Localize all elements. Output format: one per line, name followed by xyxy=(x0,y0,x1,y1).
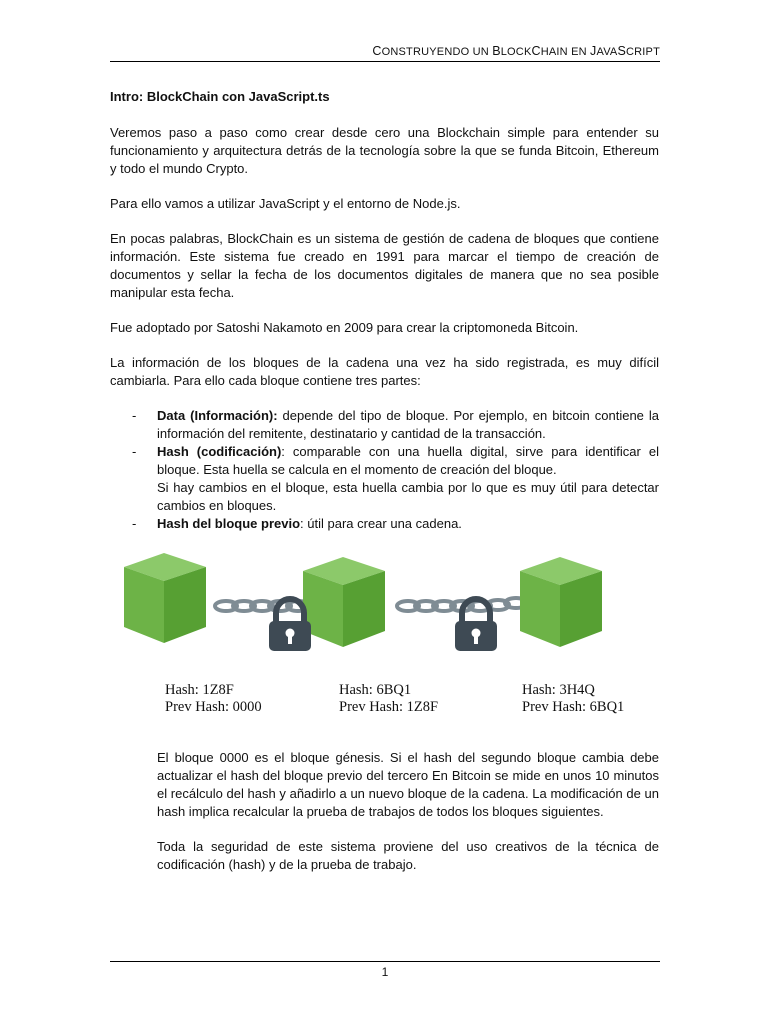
block-hash: Hash: 3H4Q xyxy=(522,682,595,698)
paragraph: La información de los bloques de la cadena una vez ha sido registrada, es muy difícil cambiarla. Para ello cada bloque contiene tres partes: xyxy=(110,355,659,388)
cube-icon xyxy=(520,557,602,647)
figure-explanation xyxy=(110,749,659,874)
block-label xyxy=(522,682,624,716)
page-number: 1 xyxy=(381,965,389,979)
block-prev-hash: Prev Hash: 6BQ1 xyxy=(522,699,625,715)
list-item-text: depende del tipo de bloque. Por ejemplo, en bitcoin contiene la información del remitente, destinatario y cantidad de la transacción. xyxy=(157,408,660,441)
block-hash: Hash: 6BQ1 xyxy=(339,682,412,698)
block-parts-list xyxy=(110,407,659,533)
block-hash: Hash: 1Z8F xyxy=(165,682,234,698)
blockchain-figure xyxy=(110,551,659,741)
list-item-term: Hash (codificación) xyxy=(157,444,282,459)
running-header xyxy=(110,44,660,62)
hash-labels xyxy=(110,682,659,722)
padlock-icon xyxy=(455,599,497,651)
paragraph: El bloque 0000 es el bloque génesis. Si el hash del segundo bloque cambia debe actualizar el hash del bloque previo del tercero En Bitcoin se mide en unos 10 minutos el recálculo del hash y añadirlo a un nuevo bloque de la cadena. La modificación de un hash implica recalcular la prueba de trabajos de todos los bloques siguientes. xyxy=(157,750,659,819)
document-body xyxy=(110,88,659,891)
bullet-dash: - xyxy=(132,516,137,531)
list-item-term: Hash del bloque previo xyxy=(157,516,301,531)
block-label xyxy=(339,682,438,716)
paragraph: Toda la seguridad de este sistema proviene del uso creativos de la técnica de codificación (hash) y de la prueba de trabajo. xyxy=(157,839,659,872)
paragraph: Veremos paso a paso como crear desde cero una Blockchain simple para entender su funcionamiento y arquitectura detrás de la tecnología sobre la que se funda Bitcoin, Ethereum y todo el mundo Crypto. xyxy=(110,125,659,176)
bullet-dash: - xyxy=(132,444,137,459)
list-item xyxy=(110,515,659,533)
blockchain-illustration xyxy=(110,551,659,681)
cube-icon xyxy=(303,557,385,647)
paragraph: Fue adoptado por Satoshi Nakamoto en 2009 para crear la criptomoneda Bitcoin. xyxy=(110,320,579,335)
block-label xyxy=(165,682,262,716)
list-item-term: Data (Información): xyxy=(157,408,278,423)
list-item-text: : útil para crear una cadena. xyxy=(300,516,462,531)
block-prev-hash: Prev Hash: 0000 xyxy=(165,699,262,715)
header-title: CONSTRUYENDO UN BLOCKCHAIN EN JAVASCRIPT xyxy=(372,44,660,58)
section-title: Intro: BlockChain con JavaScript.ts xyxy=(110,89,330,104)
page-footer xyxy=(110,961,660,979)
paragraph: En pocas palabras, BlockChain es un sistema de gestión de cadena de bloques que contiene información. Este sistema fue creado en 1991 para marcar el tiempo de creación de documentos y sellar la fecha de los documentos digitales de manera que no sea posible manipular esta fecha. xyxy=(110,231,659,300)
list-item xyxy=(110,407,659,443)
list-item-text: : comparable con una huella digital, sirve para identificar el bloque. Esta huella se calcula en el momento de creación del bloque. xyxy=(157,444,659,477)
block-prev-hash: Prev Hash: 1Z8F xyxy=(339,699,439,715)
list-item-extra: Si hay cambios en el bloque, esta huella cambia por lo que es muy útil para detectar cambios en bloques. xyxy=(157,480,659,513)
paragraph: Para ello vamos a utilizar JavaScript y el entorno de Node.js. xyxy=(110,196,461,211)
bullet-dash: - xyxy=(132,408,137,423)
list-item xyxy=(110,443,659,515)
cube-icon xyxy=(124,553,206,643)
